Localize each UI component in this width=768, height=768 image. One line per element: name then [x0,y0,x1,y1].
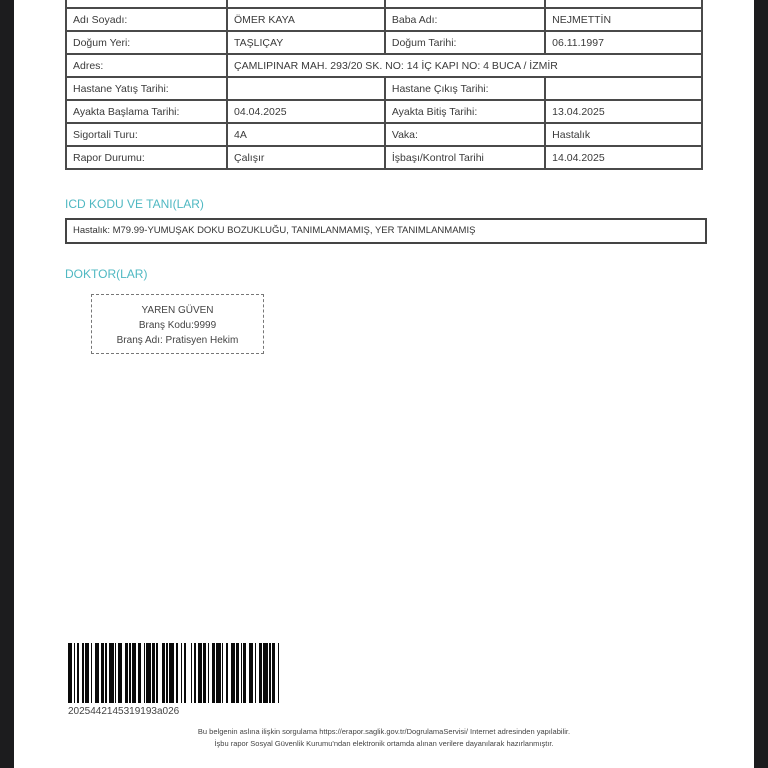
doctor-card [91,294,264,354]
table-row [66,8,702,31]
diagnosis-box: Hastalık: M79.99-YUMUŞAK DOKU BOZUKLUĞU, TANIMLANMAMIŞ, YER TANIMLANMAMIŞ [65,218,707,244]
doctor-branch-name: Branş Adı: Pratisyen Hekim [116,335,239,346]
value-cell [227,0,385,8]
footer-note [14,726,754,750]
icd-section-title: ICD KODU VE TANI(LAR) [65,197,204,211]
hospital-discharge-label: Hastane Çıkış Tarihi: [385,77,545,100]
report-status-label: Rapor Durumu: [66,146,227,169]
doctor-branch-code: Branş Kodu:9999 [138,320,217,331]
doctor-name: YAREN GÜVEN [141,305,214,316]
hospital-discharge-value [545,77,702,100]
barcode-image [68,643,284,703]
outpatient-end-value: 13.04.2025 [545,100,702,123]
table-row [66,146,702,169]
table-row [66,0,702,8]
address-label: Adres: [66,54,227,77]
case-value: Hastalık [545,123,702,146]
report-page [14,0,754,768]
table-row [66,77,702,100]
outpatient-start-label: Ayakta Başlama Tarihi: [66,100,227,123]
father-name-value: NEJMETTİN [545,8,702,31]
hospital-admission-label: Hastane Yatış Tarihi: [66,77,227,100]
father-name-label: Baba Adı: [385,8,545,31]
footer-source-text: İşbu rapor Sosyal Güvenlik Kurumu'ndan elektronik ortamda alınan verilere dayanılarak hazırlanmıştır. [214,739,554,748]
insured-type-label: Sigortali Turu: [66,123,227,146]
value-cell [545,0,702,8]
birthdate-label: Doğum Tarihi: [385,31,545,54]
label-cell [385,0,545,8]
footer-verification-text: Bu belgenin aslına ilişkin sorgulama https://erapor.saglik.gov.tr/DogrulamaServisi/ Internet adresinden yapılabilir. [197,727,571,736]
insured-type-value: 4A [227,123,385,146]
return-to-work-value: 14.04.2025 [545,146,702,169]
label-cell [66,0,227,8]
barcode-number: 2025442145319193a026 [68,706,180,717]
case-label: Vaka: [385,123,545,146]
outpatient-end-label: Ayakta Bitiş Tarihi: [385,100,545,123]
report-status-value: Çalışır [227,146,385,169]
table-row [66,31,702,54]
table-row [66,54,702,77]
address-value: ÇAMLIPINAR MAH. 293/20 SK. NO: 14 İÇ KAPI NO: 4 BUCA / İZMİR [227,54,702,77]
return-to-work-label: İşbaşı/Kontrol Tarihi [385,146,545,169]
outpatient-start-value: 04.04.2025 [227,100,385,123]
birthplace-label: Doğum Yeri: [66,31,227,54]
hospital-admission-value [227,77,385,100]
name-value: ÖMER KAYA [227,8,385,31]
doctor-section-title: DOKTOR(LAR) [65,267,148,281]
table-row [66,123,702,146]
name-label: Adı Soyadı: [66,8,227,31]
birthplace-value: TAŞLIÇAY [227,31,385,54]
patient-info-table [65,0,703,170]
table-row [66,100,702,123]
birthdate-value: 06.11.1997 [545,31,702,54]
